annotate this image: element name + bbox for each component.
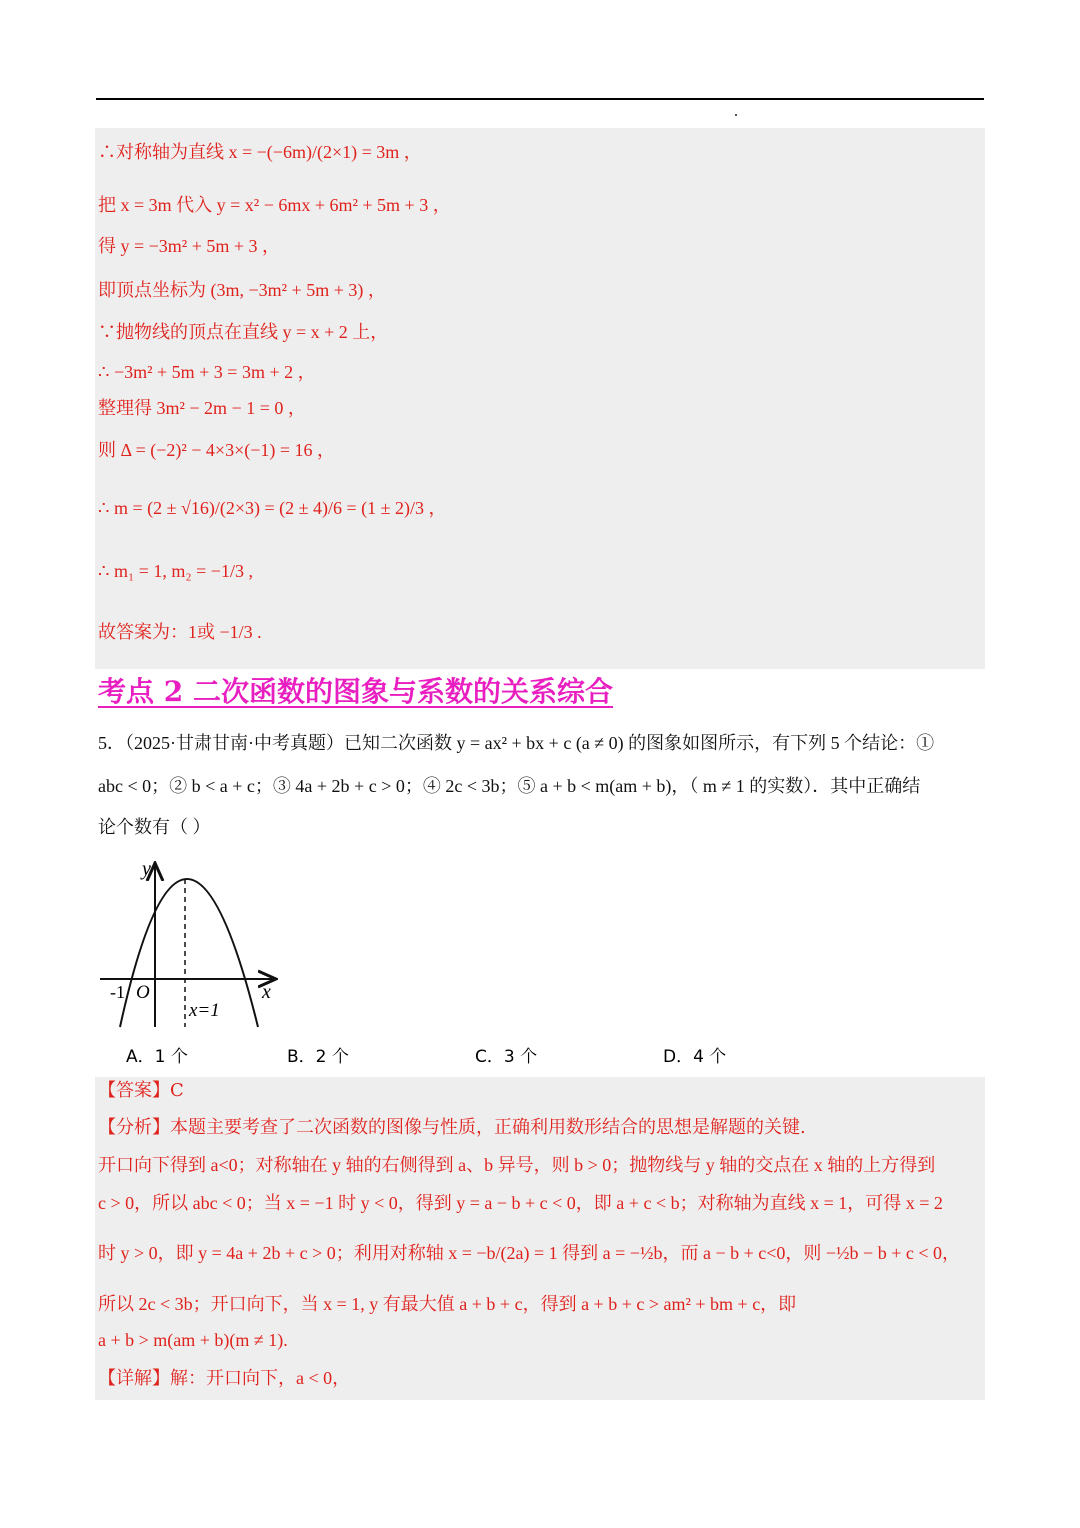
choice-d[interactable]: D．4 个 [663, 1047, 727, 1067]
neg-one-label: -1 [110, 982, 125, 1002]
choice-a[interactable]: A．1 个 [126, 1047, 188, 1067]
analysis-text-line: a + b > m(am + b)(m ≠ 1). [98, 1330, 288, 1350]
analysis-line: 【分析】本题主要考查了二次函数的图像与性质，正确利用数形结合的思想是解题的关键. [98, 1117, 806, 1138]
header-rule [96, 98, 984, 100]
parabola-graph [96, 855, 286, 1035]
solution-line: ∴ m = (2 ± √16)/(2×3) = (2 ± 4)/6 = (1 ± 2)/3 ， [98, 498, 447, 518]
header-dot [735, 114, 737, 116]
solution-line: ∴ m₁ = 1, m₂ = −1/3 , [98, 561, 253, 581]
question-line: abc < 0；② b < a + c；③ 4a + 2b + c > 0；④ 2c < 3b；⑤ a + b < m(am + b)，（ m ≠ 1 的实数）．其中正确结 [98, 776, 921, 796]
question-line: 5．（2025·甘肃甘南·中考真题）已知二次函数 y = ax² + bx + c (a ≠ 0) 的图象如图所示，有下列 5 个结论：① [98, 733, 935, 753]
origin-label: O [136, 982, 150, 1003]
y-axis-label: y [142, 858, 151, 880]
solution-line: ∴ −3m² + 5m + 3 = 3m + 2 ， [98, 362, 316, 382]
symmetry-axis-label: x=1 [189, 1000, 220, 1021]
solution-line: ∴对称轴为直线 x = −(−6m)/(2×1) = 3m ， [98, 142, 422, 162]
solution-line: 故答案为：1或 −1/3 . [98, 622, 262, 642]
solution-line: 把 x = 3m 代入 y = x² − 6mx + 6m² + 5m + 3 ， [98, 195, 451, 215]
choice-c[interactable]: C．3 个 [475, 1047, 538, 1067]
analysis-text-line: 所以 2c < 3b；开口向下，当 x = 1, y 有最大值 a + b + c，得到 a + b + c > am² + bm + c，即 [98, 1294, 797, 1314]
solution-line: 即顶点坐标为 (3m, −3m² + 5m + 3) ， [98, 280, 386, 300]
answer-line: 【答案】C [98, 1080, 184, 1101]
solution-line: 得 y = −3m² + 5m + 3 ， [98, 236, 281, 256]
section-heading: 考点 2 二次函数的图象与系数的关系综合 [98, 675, 613, 708]
question-line: 论个数有（ ） [98, 817, 211, 837]
x-axis-label: x [262, 981, 271, 1003]
choice-b[interactable]: B．2 个 [287, 1047, 349, 1067]
detail-line: 【详解】解：开口向下，a < 0， [98, 1368, 351, 1388]
analysis-text-line: 时 y > 0，即 y = 4a + 2b + c > 0；利用对称轴 x = −b/(2a) = 1 得到 a = −½b，而 a − b + c<0，则 −½b − b + c < 0， [98, 1243, 960, 1263]
solution-line: 则 Δ = (−2)² − 4×3×(−1) = 16 ， [98, 440, 336, 460]
solution-line: 整理得 3m² − 2m − 1 = 0 ， [98, 398, 306, 418]
analysis-text-line: 开口向下得到 a<0；对称轴在 y 轴的右侧得到 a、b 异号，则 b > 0；抛物线与 y 轴的交点在 x 轴的上方得到 [98, 1155, 936, 1175]
solution-line: ∵抛物线的顶点在直线 y = x + 2 上， [98, 322, 389, 342]
analysis-text-line: c > 0，所以 abc < 0；当 x = −1 时 y < 0，得到 y = a − b + c < 0，即 a + c < b；对称轴为直线 x = 1，可得 x = 2 [98, 1193, 943, 1213]
